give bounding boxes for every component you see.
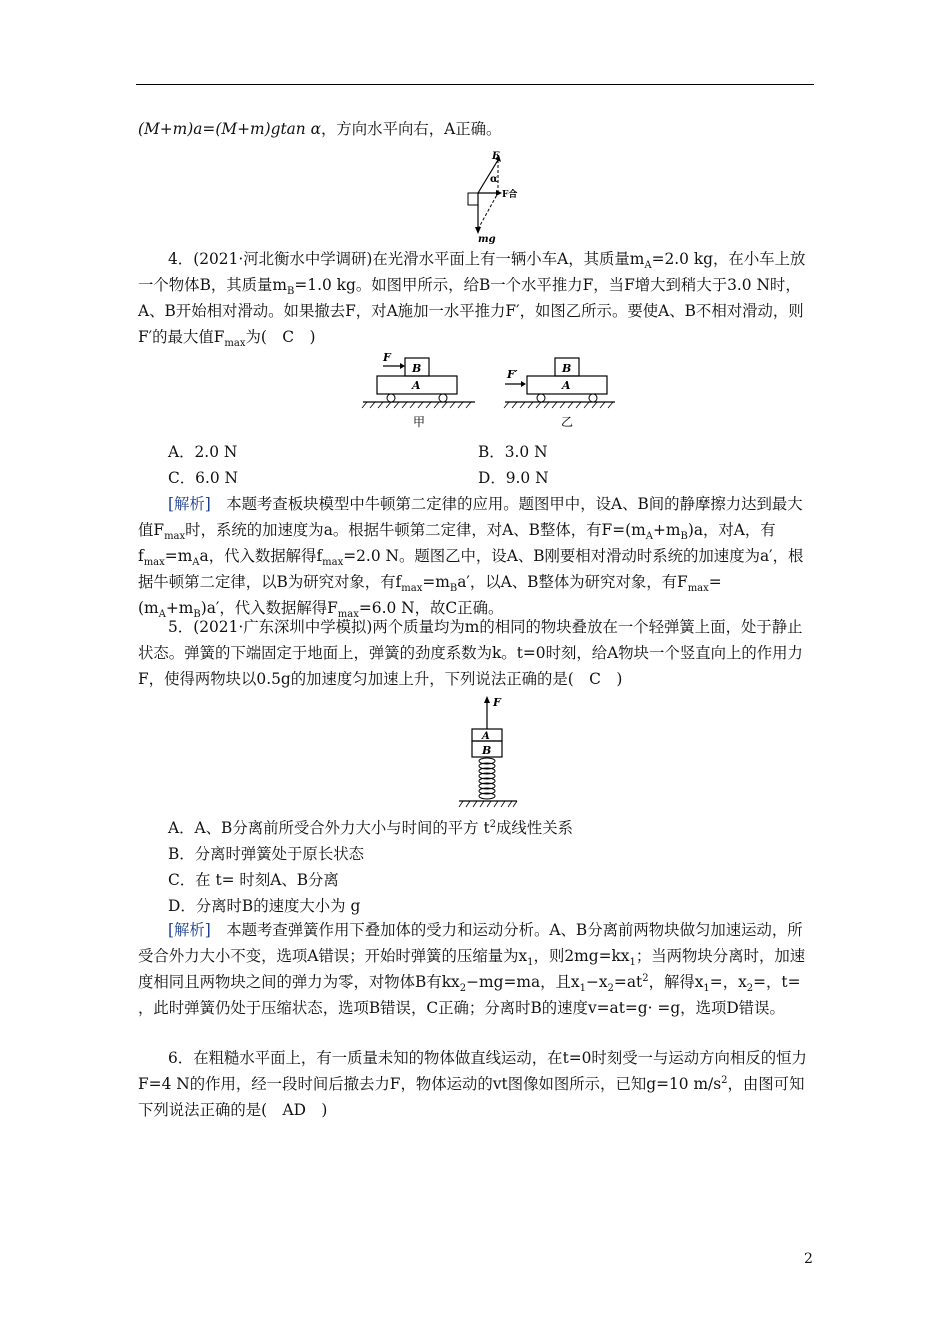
- spring-diagram: [455, 693, 525, 811]
- f-arrow-head: [400, 363, 405, 369]
- fhe-label: F合: [502, 190, 518, 200]
- label-b: B: [562, 362, 572, 375]
- q4-option-c[interactable]: C．6.0 N: [168, 469, 239, 487]
- label-fp: F′: [507, 368, 518, 381]
- caption-yi: 乙: [561, 415, 574, 429]
- q4-option-b[interactable]: B．3.0 N: [478, 443, 548, 461]
- wheel: [589, 394, 597, 402]
- question-6: 6．在粗糙水平面上，有一质量未知的物体做直线运动，在t=0时刻受一与运动方向相反的恒力F=4 N的作用，经一段时间后撤去力F，物体运动的vt图像如图所示，已知g=10 $m/s^2$，由图可知下列说法正确的是( AD ): [138, 1049, 807, 1119]
- label-a: A: [482, 731, 490, 742]
- q5-option-a[interactable]: A．A、B分离前所受合外力大小与时间的平方 $t^2$成线性关系: [168, 818, 573, 837]
- mg-label: mg: [478, 234, 496, 245]
- q5-option-d[interactable]: D．分离时B的速度大小为 g: [168, 897, 361, 915]
- label-a: A: [412, 379, 421, 392]
- top-line: (M+m)a=(M+m)gtan α，方向水平向右，A正确。: [138, 120, 502, 138]
- label-b: B: [412, 362, 422, 375]
- spring: [479, 758, 495, 799]
- wheel: [387, 394, 395, 402]
- q4-option-a[interactable]: A．2.0 N: [168, 443, 238, 461]
- question-4: 4．(2021·河北衡水中学调研)在光滑水平面上有一辆小车A，其质量$m_A=2.0$ kg，在小车上放一个物体B，其质量$m_B=1.0$ kg。如图甲所示，给B一个水平推力F，当F增大到稍大于3.0 N时，A、B开始相对滑动。如果撤去F，对A施加一水平推力F′，如图乙所示。要使A、B不相对滑动，则F′的最大值$F_{max}$为( C ): [138, 250, 806, 350]
- q5-option-c[interactable]: C．在 t= 时刻A、B分离: [168, 871, 339, 889]
- analysis-5: [解析] 本题考查弹簧作用下叠加体的受力和运动分析。A、B分离前两物块做匀加速运动，所受合外力大小不变，选项A错误；开始时弹簧的压缩量为$x_1$，则$2mg=kx_1$；当两物块分离时，加速度相同且两物块之间的弹力为零，对物体B有$kx_2-mg=ma$，且$x_1-x_2=at^2$，解得$x_1=$，$x_2=$，t= ，此时弹簧仍处于压缩状态，选项B错误，C正确；分离时B的速度v=at=g· =g，选项D错误。: [138, 921, 806, 1017]
- page-number: 2: [804, 1251, 813, 1267]
- fp-arrow-head: [521, 381, 526, 387]
- dashed-diagonal: [478, 193, 498, 229]
- header-rule: [136, 84, 814, 85]
- force-diagram-top: [450, 145, 530, 245]
- q4-option-d[interactable]: D．9.0 N: [478, 469, 549, 487]
- alpha-label: α: [490, 174, 498, 185]
- f-arrow-head: [484, 696, 490, 703]
- label-f: F: [493, 696, 501, 709]
- caption-jia: 甲: [413, 415, 426, 429]
- label-f: F: [383, 351, 391, 364]
- wheel: [537, 394, 545, 402]
- analysis-4: [解析] 本题考查板块模型中牛顿第二定律的应用。题图甲中，设A、B间的静摩擦力达到最大值$F_{max}$时，系统的加速度为a。根据牛顿第二定律，对A、B整体，有$F=(m_A+m_B)a$，对A，有$f_{max}=m_Aa$，代入数据解得$f_{max}=2.0$ N。题图乙中，设A、B刚要相对滑动时系统的加速度为a′，根据牛顿第二定律，以B为研究对象，有$f_{max}=m_Ba'$，以A、B整体为研究对象，有$F_{max}=(m_A+m_B)a'$，代入数据解得$F_{max}=6.0$ N，故C正确。: [138, 495, 804, 621]
- label-b: B: [482, 744, 492, 757]
- wheel: [439, 394, 447, 402]
- question-5: 5．(2021·广东深圳中学模拟)两个质量均为m的相同的物块叠放在一个轻弹簧上面，处于静止状态。弹簧的下端固定于地面上，弹簧的劲度系数为k。t=0时刻，给A物块一个竖直向上的作用力F，使得两物块以0.5g的加速度匀加速上升，下列说法正确的是( C ): [138, 618, 803, 688]
- mass-box: [468, 193, 478, 205]
- cart-diagram: [355, 350, 615, 434]
- f-label: F: [492, 151, 500, 162]
- label-a: A: [562, 379, 571, 392]
- q5-option-b[interactable]: B．分离时弹簧处于原长状态: [168, 845, 364, 863]
